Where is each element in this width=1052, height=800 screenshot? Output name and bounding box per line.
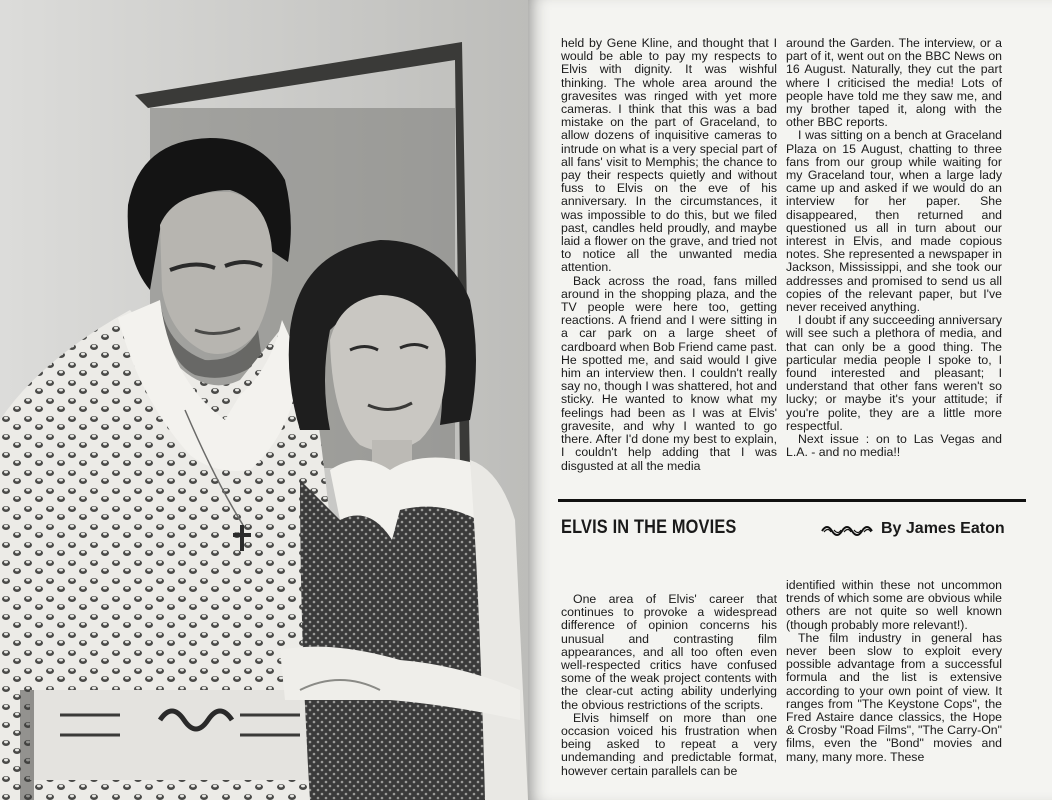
paragraph: Elvis himself on more than one occasion voiced his frustration when being asked to repeat a very undemanding and predictable format, however certain parallels can be <box>561 710 777 778</box>
cross-pendant-icon <box>240 525 244 551</box>
paragraph: Next issue : on to Las Vegas and L.A. - and no media!! <box>786 432 1002 460</box>
paragraph: One area of Elvis' career that continues to provoke a widespread difference of opinion concerns his unusual and contrasting film appearances, and all too often even well-respected critics have confused some of the weak project contents with the clear-cut acting ability underlying the obvious restrictions of the scripts. <box>561 592 777 712</box>
paragraph: Back across the road, fans milled around in the shopping plaza, and the TV people were here too, getting reactions. A friend and I were sitting in a car park on a large sheet of cardboard when Bob Friend came past. He spotted me, and said would I give him an interview then. I couldn't really say no, though I was shattered, hot and sticky. He wanted to know what my feelings had been as I was at Elvis' gravesite, and why I wanted to go there. After I'd done my best to explain, I couldn't help adding that I was disgusted at all the media <box>561 273 777 473</box>
article-continued-left-column <box>561 37 777 497</box>
decorative-swirl-icon <box>820 523 878 539</box>
new-article-left-column <box>561 593 777 793</box>
paragraph: held by Gene Kline, and thought that I would be able to pay my respects to Elvis with dignity. It was wishful thinking. The whole area around the gravesites was ringed with yet more cameras. I think that this was a bad mistake on the part of Graceland, to allow dozens of inquisitive cameras to intrude on what is a very special part of all fans' visit to Memphis; the chance to pay their respects quietly and without fuss to Elvis on the eve of his anniversary. In the circumstances, it was impossible to do this, but we filed past, candles held proudly, and maybe laid a flower on the grave, and tried not to notice all the unwanted media attention. <box>561 36 777 275</box>
paragraph: The film industry in general has never been slow to exploit every possible advantage from a successful formula and the list is extensive according to your own point of view. It ranges from "The Keystone Cops", the Fred Astaire dance classics, the Hope & Crosby "Road Films", "The Carry-On" films, even the "Bond" movies and many, many more. These <box>786 630 1002 764</box>
woman-polka-dot-vest <box>300 480 495 800</box>
article-headline: ELVIS IN THE MOVIES <box>561 517 737 538</box>
woman-face <box>330 295 446 451</box>
new-article-right-column <box>786 579 1002 791</box>
paragraph: identified within these not uncommon trends of which some are obvious while others are not quite so well known (though probably more relevant!). <box>786 578 1002 632</box>
paragraph: I was sitting on a bench at Graceland Plaza on 15 August, chatting to three fans from our group while waiting for my Graceland tour, when a large lady came up and asked if we would do an interview for her paper. She disappeared, then returned and questioned us all in turn about our interest in Elvis, and made copious notes. She represented a newspaper in Jackson, Mississippi, and she took our addresses and promised to send us all copies of the relevant paper, but I've never received anything. <box>786 128 1002 315</box>
article-continued-right-column <box>786 37 1002 497</box>
paragraph: around the Garden. The interview, or a part of it, went out on the BBC News on 16 August. Naturally, they cut the part where I criticised the media! Lots of people have told me they saw me, and my brother taped it, along with the other BBC reports. <box>786 36 1002 130</box>
text-page <box>528 0 1052 800</box>
section-divider <box>558 499 1026 502</box>
article-byline: By James Eaton <box>881 520 1005 537</box>
paragraph: I doubt if any succeeding anniversary will see such a plethora of media, and that can only be a good thing. The particular media people I spoke to, I found interested and pleasant; I understand that other fans weren't so lucky; or maybe it's your attitude; if you're polite, they are a little more respectful. <box>786 313 1002 433</box>
